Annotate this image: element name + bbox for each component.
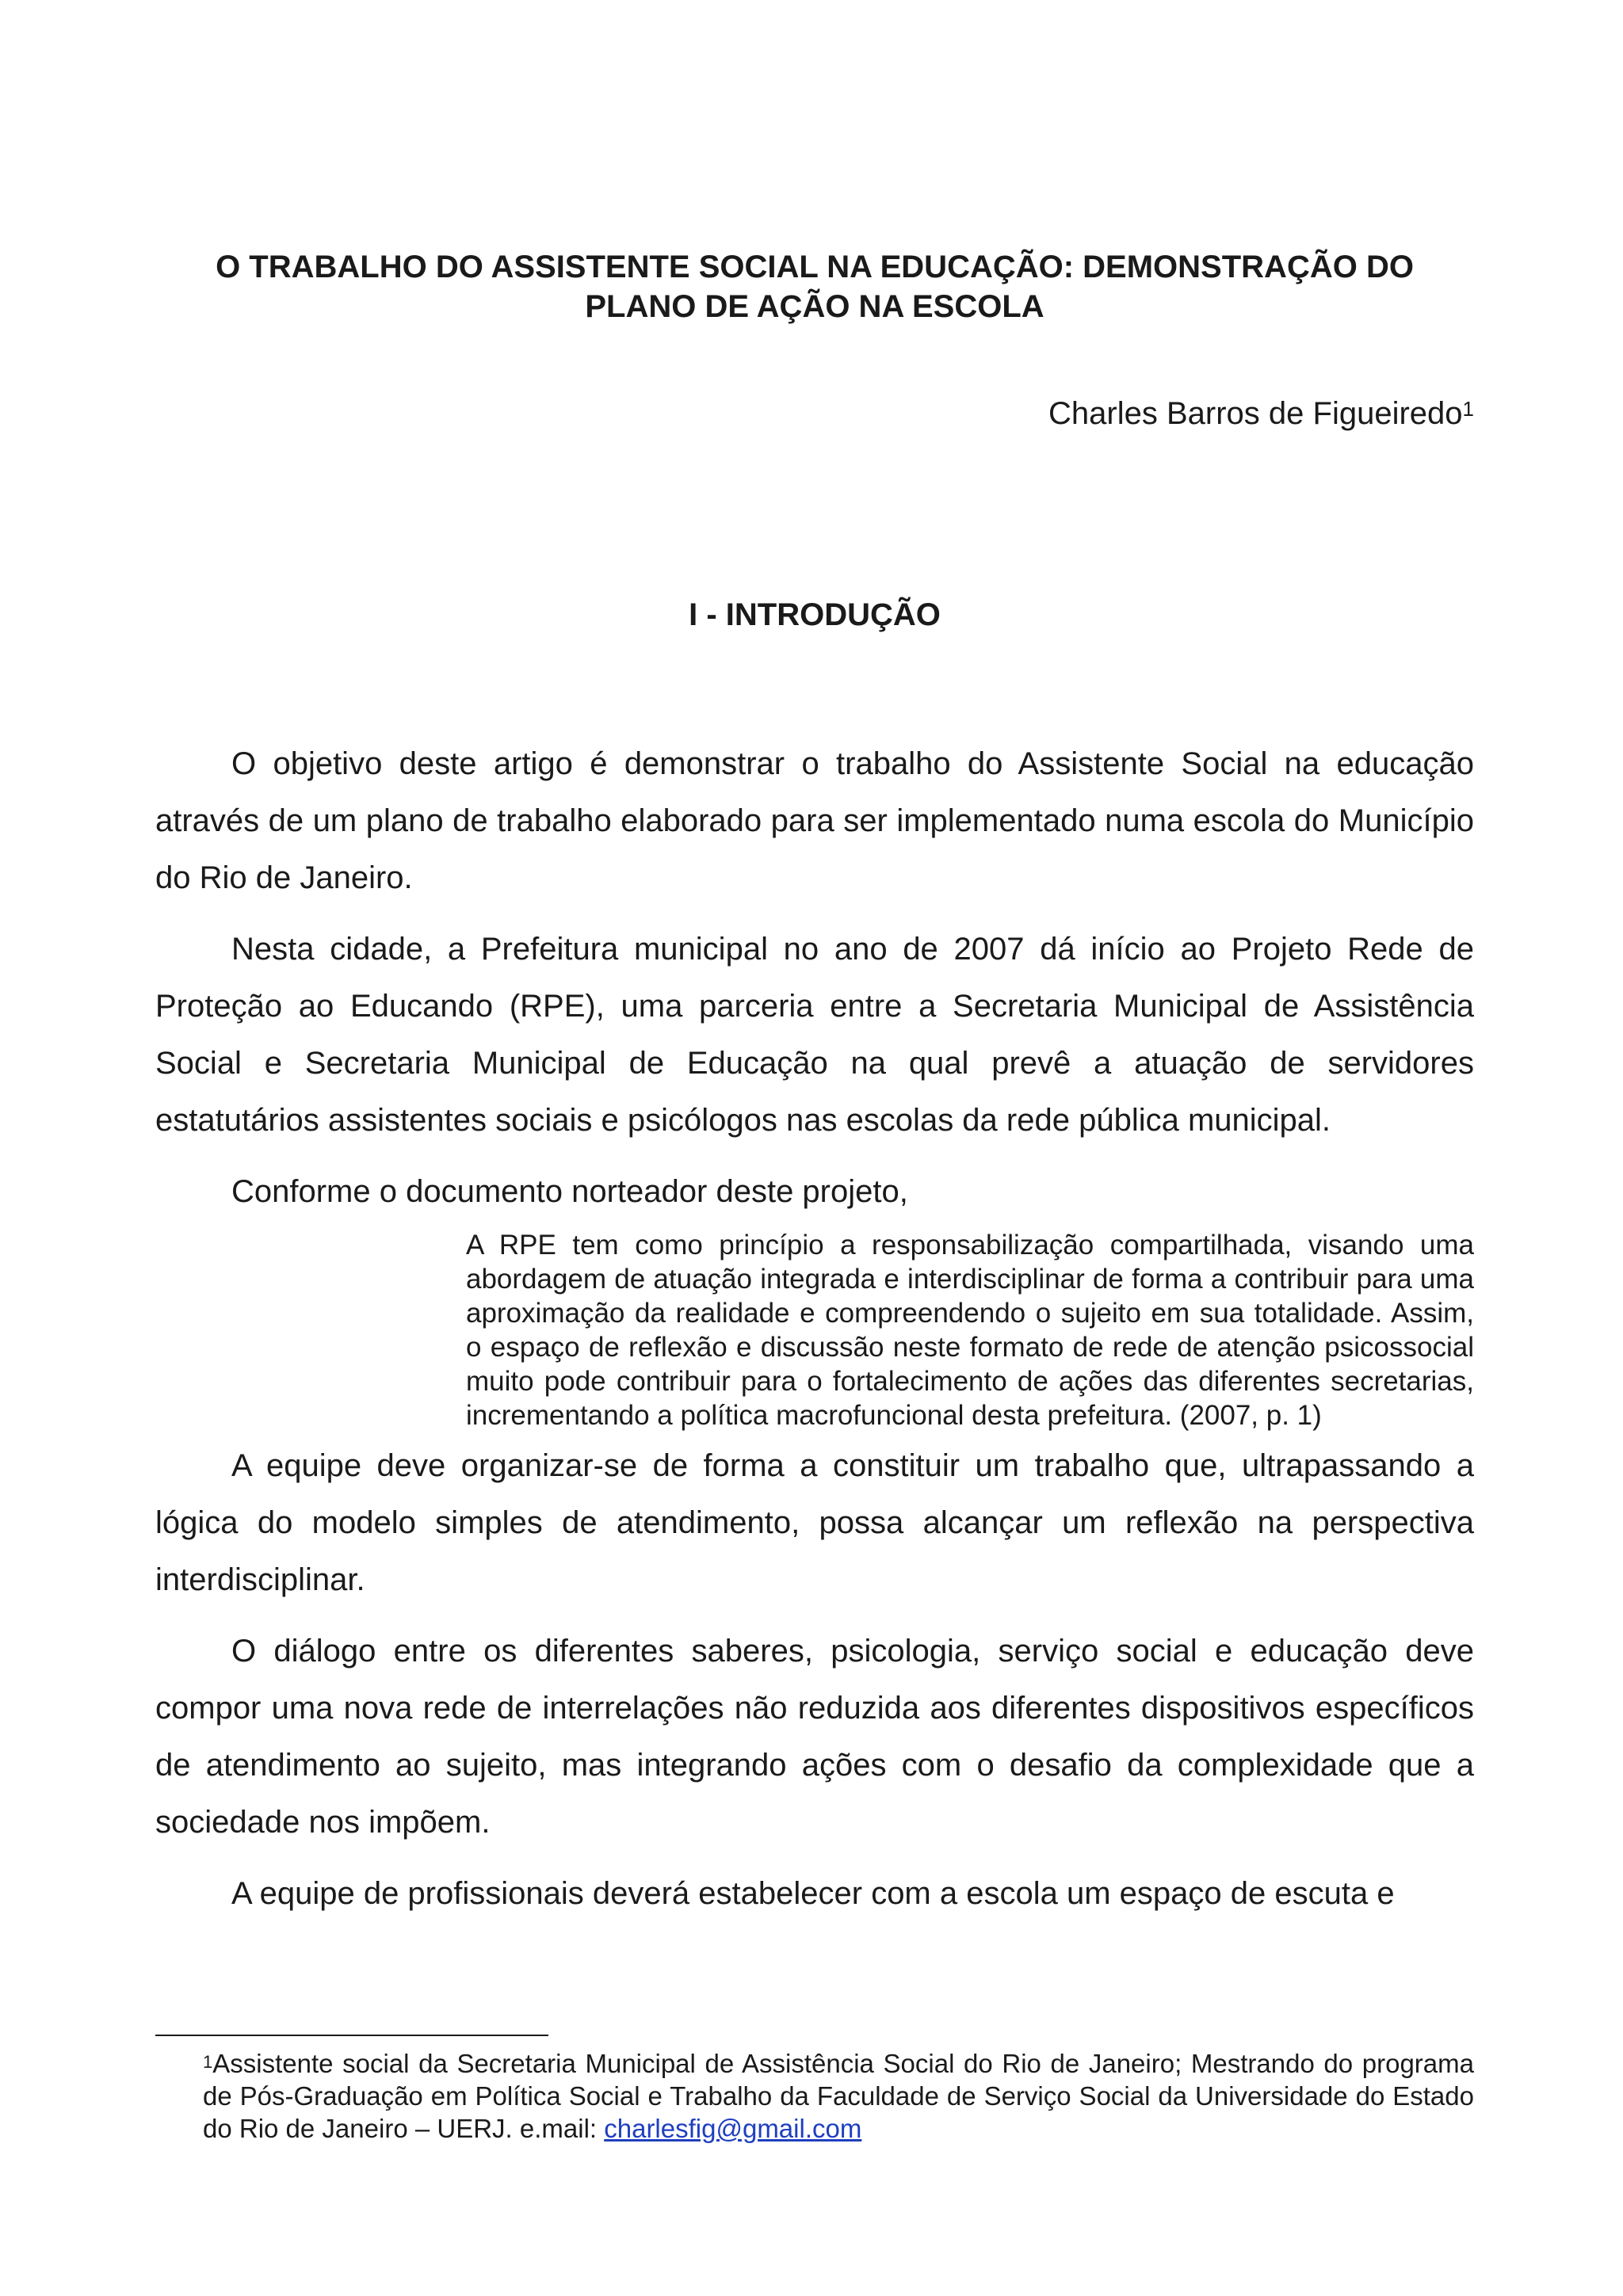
paragraph: O diálogo entre os diferentes saberes, psicologia, serviço social e educação deve compor uma nova rede de interrelações não reduzida aos diferentes dispositivos específicos de atendimento ao sujeito, mas integrando ações com o desafio da complexidade que a sociedade nos impõem. [155, 1634, 1474, 1840]
footnote-email-link[interactable]: charlesfig@gmail.com [604, 2114, 862, 2143]
document-title [155, 247, 1474, 326]
footnote [203, 2047, 1474, 2145]
paragraph: Nesta cidade, a Prefeitura municipal no ano de 2007 dá início ao Projeto Rede de Proteção ao Educando (RPE), uma parceria entre a Secretaria Municipal de Assistência Social e Secretaria Municipal de Educação na qual prevê a atuação de servidores estatutários assistentes sociais e psicólogos nas escolas da rede pública municipal. [155, 932, 1474, 1138]
section-heading: I - INTRODUÇÃO [689, 597, 941, 632]
footnote-text: Assistente social da Secretaria Municipal de Assistência Social do Rio de Janeiro; Mestrando do programa de Pós-Graduação em Política Social e Trabalho da Faculdade de Serviço Social da Universidade do Estado do Rio de Janeiro – UERJ. e.mail: [203, 2049, 1474, 2143]
document-body [155, 735, 1474, 1936]
title-line-2: PLANO DE AÇÃO NA ESCOLA [585, 289, 1044, 324]
paragraph: A equipe de profissionais deverá estabelecer com a escola um espaço de escuta e [231, 1876, 1395, 1911]
author-line [1048, 393, 1474, 434]
block-quote: A RPE tem como princípio a responsabilização compartilhada, visando uma abordagem de atuação integrada e interdisciplinar de forma a contribuir para uma aproximação da realidade e compreendendo o sujeito em sua totalidade. Assim, o espaço de reflexão e discussão neste formato de rede de atenção psicossocial muito pode contribuir para o fortalecimento de ações das diferentes secretarias, incrementando a política macrofuncional desta prefeitura. (2007, p. 1) [466, 1230, 1474, 1431]
paragraph: Conforme o documento norteador deste projeto, [231, 1174, 908, 1209]
author-footnote-mark: 1 [1462, 397, 1474, 421]
paragraph: A equipe deve organizar-se de forma a constituir um trabalho que, ultrapassando a lógica do modelo simples de atendimento, possa alcançar um reflexão na perspectiva interdisciplinar. [155, 1448, 1474, 1597]
footnote-divider [155, 2035, 548, 2036]
footnote-mark: 1 [203, 2052, 213, 2072]
title-line-1: O TRABALHO DO ASSISTENTE SOCIAL NA EDUCAÇÃO: DEMONSTRAÇÃO DO [216, 250, 1414, 284]
paragraph: O objetivo deste artigo é demonstrar o trabalho do Assistente Social na educação através de um plano de trabalho elaborado para ser implementado numa escola do Município do Rio de Janeiro. [155, 746, 1474, 895]
author-name: Charles Barros de Figueiredo [1048, 396, 1463, 431]
